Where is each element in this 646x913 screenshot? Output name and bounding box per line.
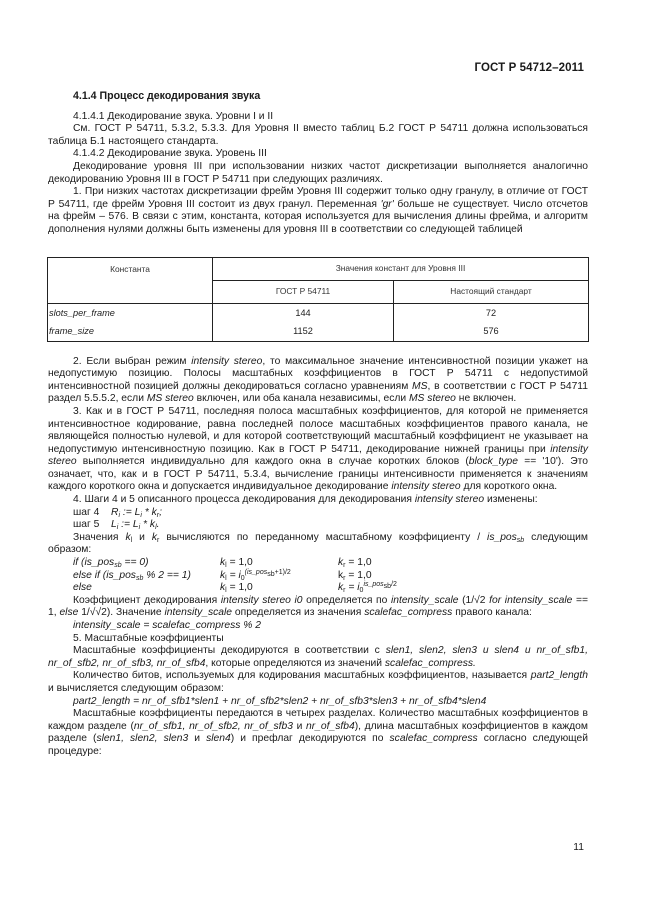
text: = 1,0 <box>226 582 253 594</box>
term: scalefac_compress. <box>384 657 476 669</box>
term: intensity stereo i0 <box>220 594 303 606</box>
constants-table <box>47 257 589 342</box>
page-number: 11 <box>573 842 584 853</box>
paragraph-item-1 <box>48 186 588 236</box>
term: MS stereo <box>408 393 456 405</box>
paragraph-item-3 <box>48 406 588 494</box>
text: следующим образом: <box>48 531 588 556</box>
symbol: is_pos <box>487 531 517 543</box>
text: ) и префлаг декодируются по <box>230 733 390 745</box>
symbol: ; <box>159 506 162 518</box>
term: scalefac_compress <box>364 607 453 619</box>
header-this-standard: Настоящий стандарт <box>394 280 589 303</box>
text: , в соответствии с ГОСТ Р 54711 раздел 5.5.5.2, если <box>48 380 588 405</box>
cell-gost: 144 <box>213 303 394 323</box>
exponent: /2 <box>391 581 397 589</box>
text: включен, или оба канала независимы, если <box>193 393 409 405</box>
page-body <box>48 90 588 759</box>
text: не включен. <box>455 393 517 405</box>
part2-length-formula: part2_length = nr_of_sfb1*slen1 + nr_of_sfb2*slen2 + nr_of_sfb3*slen3 + nr_of_sfb4*slen4 <box>73 695 487 707</box>
symbol: k <box>220 582 226 594</box>
symbol: R <box>111 506 119 518</box>
subscript: sb <box>516 536 525 544</box>
text: определяется из значения <box>232 607 365 619</box>
text: 4. Шаги 4 и 5 описанного процесса декодирования для декодирования <box>73 494 415 506</box>
text: == 0) <box>121 557 149 569</box>
kl-kr-cases <box>48 557 588 595</box>
cell-constant: frame_size <box>48 323 213 342</box>
subscript: l <box>155 524 157 532</box>
text: = i <box>226 569 241 581</box>
text: 3. Как и в ГОСТ Р 54711, последняя полоса масштабных коэффициентов, для которой не применяется интенсивностное кодирование, равна последней полосе масштабных коэффициентов правого канала, не являющейся полностью нулевой, и для которой соответствующий масштабный коэффициент не указывает на недопустимую интенсивностную позицию. Как в ГОСТ Р 54711, декодирование нижней границы при <box>48 405 588 455</box>
text: == 1, <box>48 594 588 619</box>
term: intensity stereo <box>414 494 485 506</box>
symbol: k <box>151 531 158 543</box>
cell-this: 576 <box>394 323 589 342</box>
text: правого канала: <box>452 607 532 619</box>
paragraph-bits <box>48 670 588 695</box>
term: MS <box>412 380 428 392</box>
item-5-title: 5. Масштабные коэффициенты <box>73 632 224 644</box>
text: и <box>292 720 307 732</box>
text: изменены: <box>484 494 538 506</box>
term: for intensity_scale <box>489 594 573 606</box>
case-kl: $k_l = 1,0$ <box>220 582 253 595</box>
term: else <box>59 607 79 619</box>
text: Масштабные коэффициенты передаются в четырех разделах. Количество масштабных коэффициентов в каждом разделе ( <box>48 708 588 732</box>
symbol: k <box>220 557 226 569</box>
table-row <box>48 303 589 323</box>
variable-gr: 'gr' <box>380 198 394 210</box>
case-kl: $k_l = i_0^{(is\_pos_{sb}+1)/2}$ <box>220 568 291 582</box>
text: , то максимальное значение интенсивностной позиции укажет на недопустимую позицию. Полосы масштабных коэффициентов в ГОСТ Р 54711 с недопустимой интенсивностной позицией должны декодироваться согласно уравнениям <box>48 355 588 392</box>
exponent: (is_pos <box>244 568 268 576</box>
text: = 1,0 <box>345 569 372 581</box>
intensity-scale-formula: intensity_scale = scalefac_compress % 2 <box>73 620 262 631</box>
text: % 2 == 1) <box>143 569 191 581</box>
symbol: L <box>111 519 117 531</box>
text: = 1,0 <box>345 557 372 569</box>
cell-constant: slots_per_frame <box>48 303 213 323</box>
exponent: is_pos <box>363 581 384 589</box>
symbol: * k <box>141 506 157 518</box>
term: scalefac_compress <box>389 733 478 745</box>
term: block_type <box>468 456 519 468</box>
case-condition: if (is_pos$_{sb}$ == 0) <box>73 557 149 570</box>
paragraph-coefficient <box>48 595 588 620</box>
text: выполняется индивидуально для каждого окна в случае коротких блоков ( <box>76 456 469 468</box>
case-kr: $k_r = 1,0$ <box>338 557 372 570</box>
text: для короткого окна. <box>460 481 558 493</box>
symbol: k <box>338 557 344 569</box>
text: , которые определяются из значений <box>205 657 385 669</box>
text: согласно следующей процедуре: <box>48 733 589 757</box>
step-label: шаг 5 <box>73 519 100 531</box>
paragraph-s1: См. ГОСТ Р 54711, 5.3.2, 5.3.3. Для Уровня II вместо таблиц Б.2 ГОСТ Р 54711 должна использоваться таблица Б.1 настоящего стандарта. <box>48 123 588 147</box>
header-gost: ГОСТ Р 54711 <box>213 280 394 303</box>
subsection-title-2: 4.1.4.2 Декодирование звука. Уровень III <box>73 148 267 160</box>
term: intensity stereo <box>391 481 461 493</box>
header-values-group: Значения констант для Уровня III <box>213 257 589 280</box>
text: == '10'). Это означает, что, как и в ГОСТ Р 54711, 5.3.4, вычисление границы интенсивности применяется к значениям каждого короткого окна и допускается индивидуальное декодирование <box>48 456 589 493</box>
text: ), длина масштабных коэффициентов в каждом разделе ( <box>48 720 588 745</box>
text: Масштабные коэффициенты декодируются в соответствии с <box>73 645 386 657</box>
term: intensity stereo <box>48 443 588 468</box>
text: больше не существует. Число отсчетов на фрейм – 576. В связи с этим, константа, которая используется для вычисления длины фрейма, и алгоритм дополнения нулями должны быть изменены для уровня III в соответствии со следующей таблицей <box>48 198 588 235</box>
step-4-formula: шаг 4 $R_i$ := $L_i * k_r$; <box>73 506 162 519</box>
paragraph-item-2 <box>48 356 588 406</box>
text: и <box>132 531 152 543</box>
symbol: k <box>338 569 344 581</box>
text: Значения <box>73 531 126 543</box>
term: MS stereo <box>146 393 194 405</box>
text: и <box>188 733 207 745</box>
term: nr_of_sfb4 <box>306 720 355 732</box>
paragraph-s2: Декодирование уровня III при использовании низких частот дискретизации выполняется аналогично декодированию Уровня III в ГОСТ Р 54711 при следующих различиях. <box>48 160 588 185</box>
case-condition: else if (is_pos$_{sb}$ % 2 == 1) <box>73 569 191 582</box>
document-id-header: ГОСТ Р 54712–2011 <box>474 62 584 74</box>
step-5-formula: шаг 5 $L_i$ := $L_i * k_l$. <box>73 519 160 532</box>
term: part2_length <box>530 670 588 682</box>
subsection-title-1: 4.1.4.1 Декодирование звука. Уровни I и II <box>73 110 274 122</box>
cell-this: 72 <box>394 303 589 323</box>
text: else if (is_pos <box>73 569 136 581</box>
symbol: . <box>156 519 160 531</box>
step-label: шаг 4 <box>73 506 100 518</box>
case-kr: $k_r = i_0^{is\_pos_{sb}/2}$ <box>338 581 397 595</box>
case-kl: $k_l = 1,0$ <box>220 557 253 570</box>
term: slen1, slen2, slen3 <box>96 733 189 745</box>
case-condition: else <box>73 582 92 594</box>
text: и вычисляется следующим образом: <box>48 682 224 694</box>
text: 2. Если выбран режим <box>73 355 192 367</box>
table-row <box>48 323 589 342</box>
symbol: k <box>125 531 131 543</box>
text: if (is_pos <box>73 557 115 569</box>
text: определяется по <box>302 594 391 606</box>
text: = i <box>345 582 360 594</box>
cell-gost: 1152 <box>213 323 394 342</box>
symbol: * k <box>140 519 156 531</box>
paragraph-scalefactors <box>48 645 588 670</box>
term: intensity_scale <box>390 594 459 606</box>
symbol: k <box>220 569 226 581</box>
symbol: := L <box>118 519 139 531</box>
header-constant: Константа <box>48 257 213 303</box>
text: Количество битов, используемых для кодирования масштабных коэффициентов, называется <box>73 670 531 682</box>
paragraph-item-4 <box>48 494 588 507</box>
term: intensity stereo <box>191 355 263 367</box>
text: Коэффициент декодирования <box>73 594 221 606</box>
case-kr: $k_r = 1,0$ <box>338 569 372 582</box>
term: intensity_scale <box>164 607 233 619</box>
text: вычисляются по переданному масштабному коэффициенту / <box>159 531 488 543</box>
section-heading: 4.1.4 Процесс декодирования звука <box>73 90 261 102</box>
text: 1/√√2). Значение <box>78 607 165 619</box>
subscript: r <box>156 511 160 519</box>
symbol: k <box>338 582 344 594</box>
paragraph-values: Значения $k_l$ и $k_r$ вычисляются по переданному масштабному коэффициенту / is_pos$_{sb}$ следующим образом: <box>48 531 588 556</box>
term: slen4 <box>206 733 231 745</box>
paragraph-sections <box>48 708 588 758</box>
text: (1/√2 <box>458 594 490 606</box>
symbol: := L <box>120 506 141 518</box>
term: slen1, slen2, slen3 и slen4 и nr_of_sfb1, nr_of_sfb2, nr_of_sfb3, nr_of_sfb4 <box>48 645 588 669</box>
term: nr_of_sfb1, nr_of_sfb2, nr_of_sfb3 <box>133 720 293 732</box>
exponent: +1)/2 <box>274 568 291 576</box>
text: 1. При низких частотах дискретизации фрейм Уровня III содержит только одну гранулу, в отличие от ГОСТ Р 54711, где фрейм Уровня III состоит из двух гранул. Переменная <box>48 186 588 210</box>
text: = 1,0 <box>226 557 253 569</box>
